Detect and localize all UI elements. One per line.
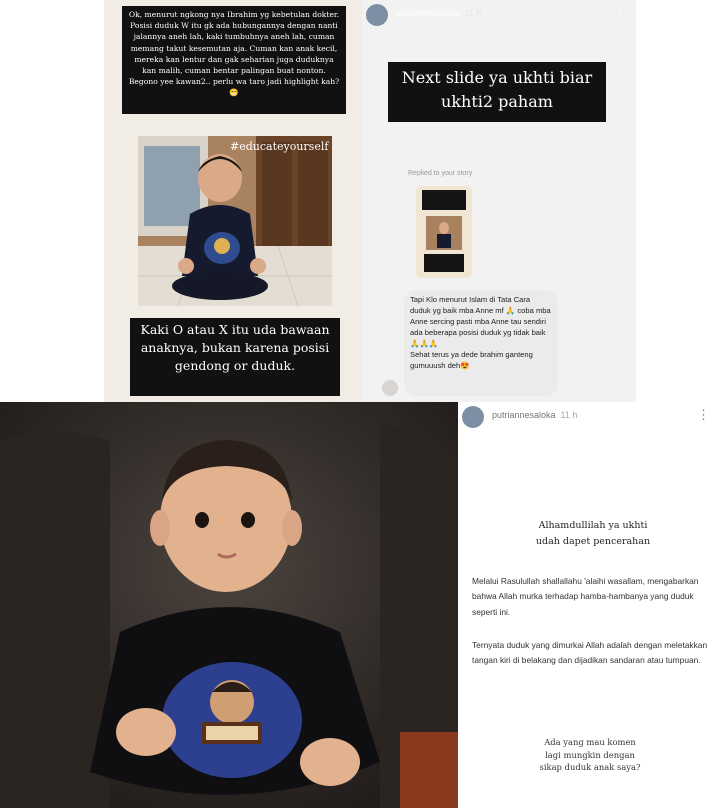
sender-avatar[interactable] xyxy=(382,380,398,396)
story-question: Ada yang mau komen lagi mungkin dengan sikap duduk anak saya? xyxy=(539,737,641,773)
more-options-icon[interactable]: ⋮ xyxy=(697,407,710,422)
story-caption-top: Ok, menurut ngkong nya Ibrahim yg kebetulan dokter. Posisi duduk W itu gk ada hubungannya dengan nanti jalannya aneh lah, kaki tumbuhnya aneh lah, cuman memang takut kesemutan aja. Cuman kan anak kecil, mereka kan lentur dan gak seharian juga duduknya kan malih, cuman bentar palingan buat nonton. Begono yee kawan2.. perlu wa taro jadi highlight kah? 😁 xyxy=(122,6,346,114)
story-paragraph-2: Ternyata duduk yang dimurkai Allah adalah dengan meletakkan tangan kiri di belakang dan dijadikan sandaran atau tumpuan. xyxy=(472,640,708,666)
photo-illustration xyxy=(138,136,332,306)
profile-avatar[interactable] xyxy=(366,4,388,26)
story-paragraph-1: Melalui Rasulullah shallallahu 'alaihi wasallam, mengabarkan bahwa Allah murka terhadap hamba-hambanya yang duduk seperti ini. xyxy=(472,576,699,617)
profile-avatar[interactable] xyxy=(462,406,484,428)
story-panel-3 xyxy=(458,402,720,808)
story-header xyxy=(458,402,720,432)
more-options-icon[interactable]: ⋮ xyxy=(613,5,626,20)
thumbnail-illustration xyxy=(416,186,472,278)
replied-story-thumbnail[interactable] xyxy=(416,186,472,278)
story-caption-bottom: Kaki O atau X itu uda bawaan anaknya, bukan karena posisi gendong or duduk. xyxy=(130,318,340,396)
child-sitting-photo xyxy=(138,136,332,306)
story-time: 11 h xyxy=(560,410,578,420)
story-username[interactable]: putriannesaloka xyxy=(396,8,460,18)
story-username[interactable]: putriannesaloka xyxy=(492,410,556,420)
story-panel-1 xyxy=(104,0,362,402)
story-time: 11 h xyxy=(464,8,482,18)
story-panel-2 xyxy=(362,0,636,402)
baby-photo-illustration xyxy=(0,402,458,808)
story-headline: Next slide ya ukhti biar ukhti2 paham xyxy=(388,62,606,122)
story-title: Alhamdullilah ya ukhti udah dapet pencerahan xyxy=(535,520,651,547)
baby-photo xyxy=(0,402,458,808)
story-header xyxy=(362,0,636,30)
replied-to-story-label: Replied to your story xyxy=(408,170,473,177)
reply-message-bubble: Tapi Klo menurut Islam di Tata Cara duduk yg baik mba Anne mf 🙏 coba mba Anne sercing pasti mba Anne tau sendiri ada beberapa posisi duduk yg tidak baik🙏🙏🙏 Sehat terus ya dede brahim ganteng gumuuush deh😍 xyxy=(404,290,558,396)
hashtag-sticker: #educateyourself xyxy=(230,140,329,153)
